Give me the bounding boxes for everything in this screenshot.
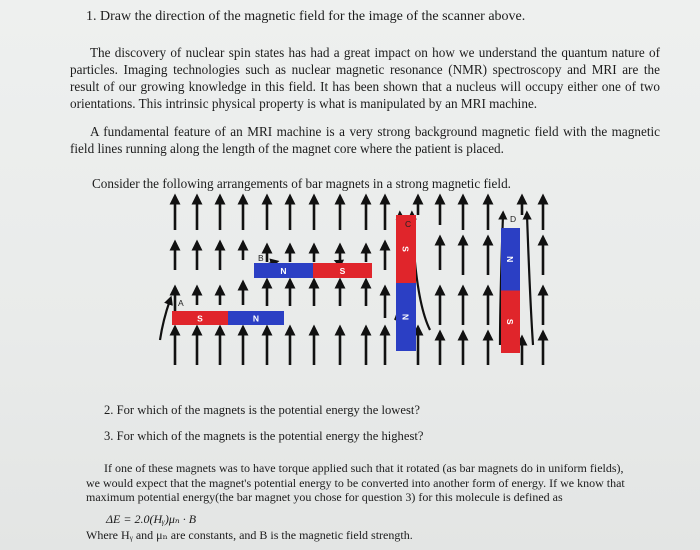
paragraph-torque [86, 461, 626, 505]
pole-label: N [400, 313, 411, 321]
energy-equation: ΔE = 2.0(Hᵧ)μₙ · B [106, 512, 197, 526]
question-3: 3. For which of the magnets is the potential energy the highest? [104, 429, 424, 443]
magnet-label: C [405, 219, 412, 229]
consider-instruction: Consider the following arrangements of bar magnets in a strong magnetic field. [92, 176, 511, 191]
question-2: 2. For which of the magnets is the potential energy the lowest? [104, 403, 420, 417]
magnets-group [172, 214, 520, 353]
magnet-c [396, 215, 416, 351]
pole-label: S [505, 318, 515, 325]
pole-label: N [252, 313, 260, 324]
magnet-label: B [258, 253, 264, 263]
paragraph-torque-text: If one of these magnets was to have torque applied such that it rotated (as bar magnets do in uniform fields), we would expect that the magnet's potential energy to be converted into another form of energy. If we know that maximum potential energy(the bar magnet you chose for question 3) for this molecule is defined as [86, 461, 625, 504]
field-curve [160, 300, 170, 340]
constants-note: Where Hᵧ and μₙ are constants, and B is the magnetic field strength. [86, 528, 413, 542]
pole-label: N [505, 256, 515, 263]
question-1: 1. Draw the direction of the magnetic field for the image of the scanner above. [86, 9, 526, 24]
field-curve [527, 215, 533, 345]
pole-label: S [339, 266, 346, 276]
paragraph-mri-field-text: A fundamental feature of an MRI machine is a very strong background magnetic field with the magnetic field lines running along the length of the magnet core where the patient is placed. [70, 124, 660, 156]
pole-label: S [400, 246, 411, 252]
paragraph-nuclear-spin-text: The discovery of nuclear spin states has had a great impact on how we understand the quantum nature of particles. Imaging technologies such as nuclear magnetic resonance (NMR) spectroscopy and MRI are the result of our growing knowledge in this field. It has been shown that a nucleus will occupy either one of two orientations. This intrinsic physical property is what is manipulated by an MRI machine. [70, 45, 660, 111]
magnet-d [501, 214, 520, 353]
field-arrows [160, 199, 543, 365]
pole-label: N [280, 266, 287, 276]
magnet-label: A [178, 298, 184, 308]
magnet-label: D [510, 214, 517, 224]
pole-label: S [197, 313, 203, 324]
